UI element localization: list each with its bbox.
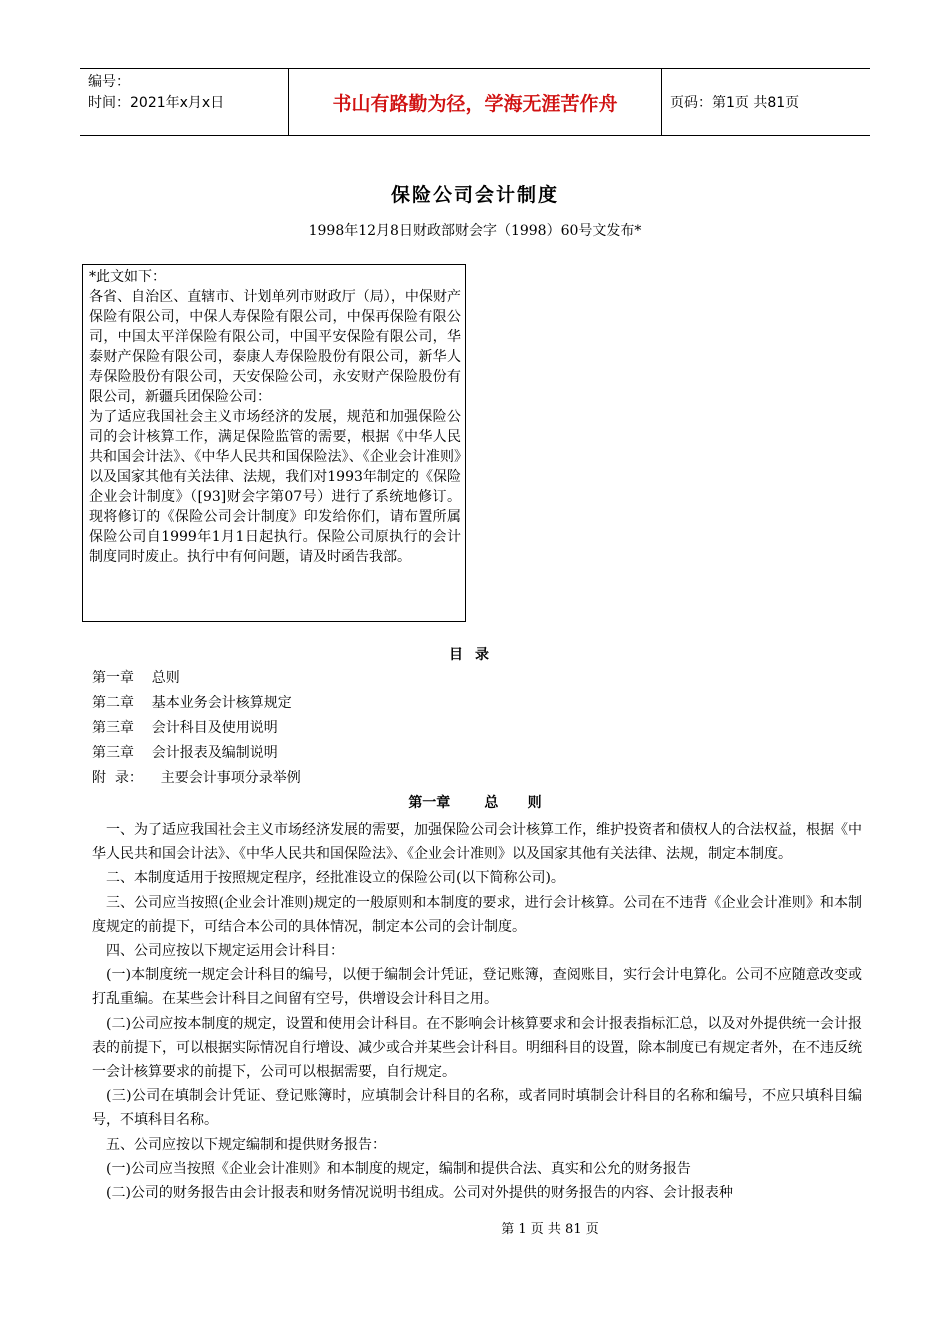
toc-item: 第三章 会计科目及使用说明 [92,720,278,736]
paragraph: 五、公司应按以下规定编制和提供财务报告： [106,1136,386,1153]
toc-item: 第一章 总则 [92,670,180,686]
note-content: 为了适应我国社会主义市场经济的发展，规范和加强保险公司的会计核算工作，满足保险监管的需要，根据《中华人民共和国会计法》、《中华人民共和国保险法》、《企业会计准则》以及国家其他有关法律、法规，我们对1993年制定的《保险企业会计制度》（[93]财会字第07号）进行了系统地修订。现将修订的《保险公司会计制度》印发给你们，请布置所属保险公司自1999年1月1日起执行。保险公司原执行的会计制度同时废止。执行中有何问题，请及时函告我部。 [89,409,461,565]
toc-title: 目录 [449,647,501,663]
paragraph: 三、公司应当按照(企业会计准则)规定的一般原则和本制度的要求，进行会计核算。公司在不违背《企业会计准则》和本制度规定的前提下，可结合本公司的具体情况，制定本公司的会计制度。 [92,894,862,935]
document-subtitle: 1998年12月8日财政部财会字（1998）60号文发布* [308,223,642,239]
chapter-body [92,818,862,1205]
note-box [82,264,466,622]
paragraph: 二、本制度适用于按照规定程序，经批准设立的保险公司(以下简称公司)。 [106,870,565,887]
paragraph: (二)公司的财务报告由会计报表和财务情况说明书组成。公司对外提供的财务报告的内容、会计报表种 [106,1185,733,1202]
toc-item: 第二章 基本业务会计核算规定 [92,695,292,711]
paragraph: (一)公司应当按照《企业会计准则》和本制度的规定，编制和提供合法、真实和公允的财务报告 [106,1160,691,1177]
toc-item: 第三章 会计报表及编制说明 [92,745,278,761]
header-motto: 书山有路勤为径，学海无涯苦作舟 [289,69,662,135]
table-of-contents [92,666,301,791]
paragraph: 四、公司应按以下规定运用会计科目： [106,943,344,960]
header-page-info: 页码：第1页 共81页 [670,95,800,111]
note-lead: *此文如下： [89,269,166,285]
paragraph: 一、为了适应我国社会主义市场经济发展的需要，加强保险公司会计核算工作，维护投资者和债权人的合法权益，根据《中华人民共和国会计法》、《中华人民共和国保险法》、《企业会计准则》以及国家其他有关法律、法规，制定本制度。 [92,822,862,863]
paragraph: (三)公司在填制会计凭证、登记账簿时，应填制会计科目的名称，或者同时填制会计科目的名称和编号，不应只填科目编号，不填科目名称。 [92,1088,862,1129]
page-header [80,68,870,136]
document-title: 保险公司会计制度 [390,184,559,206]
page-footer: 第 1 页 共 81 页 [501,1222,599,1237]
document-time: 时间：2021年x月x日 [88,95,225,111]
paragraph: (一)本制度统一规定会计科目的编号，以便于编制会计凭证，登记账簿，查阅账目，实行会计电算化。公司不应随意改变或打乱重编。在某些会计科目之间留有空号，供增设会计科目之用。 [92,967,862,1008]
note-addressees: 各省、自治区、直辖市、计划单列市财政厅（局），中保财产保险有限公司，中保人寿保险有限公司，中保再保险有限公司，中国太平洋保险有限公司，中国平安保险有限公司，华泰财产保险有限公司，泰康人寿保险股份有限公司，新华人寿保险股份有限公司，天安保险公司，永安财产保险股份有限公司，新疆兵团保险公司： [89,289,461,405]
chapter-title: 第一章 总 则 [408,795,542,811]
toc-item: 附 录： 主要会计事项分录举例 [92,770,301,786]
paragraph: (二)公司应按本制度的规定，设置和使用会计科目。在不影响会计核算要求和会计报表指标汇总，以及对外提供统一会计报表的前提下，可以根据实际情况自行增设、减少或合并某些会计科目。明细科目的设置，除本制度已有规定者外，在不违反统一会计核算要求的前提下，公司可以根据需要，自行规定。 [92,1015,862,1081]
header-meta [80,69,289,135]
document-number-label: 编号： [88,74,130,90]
